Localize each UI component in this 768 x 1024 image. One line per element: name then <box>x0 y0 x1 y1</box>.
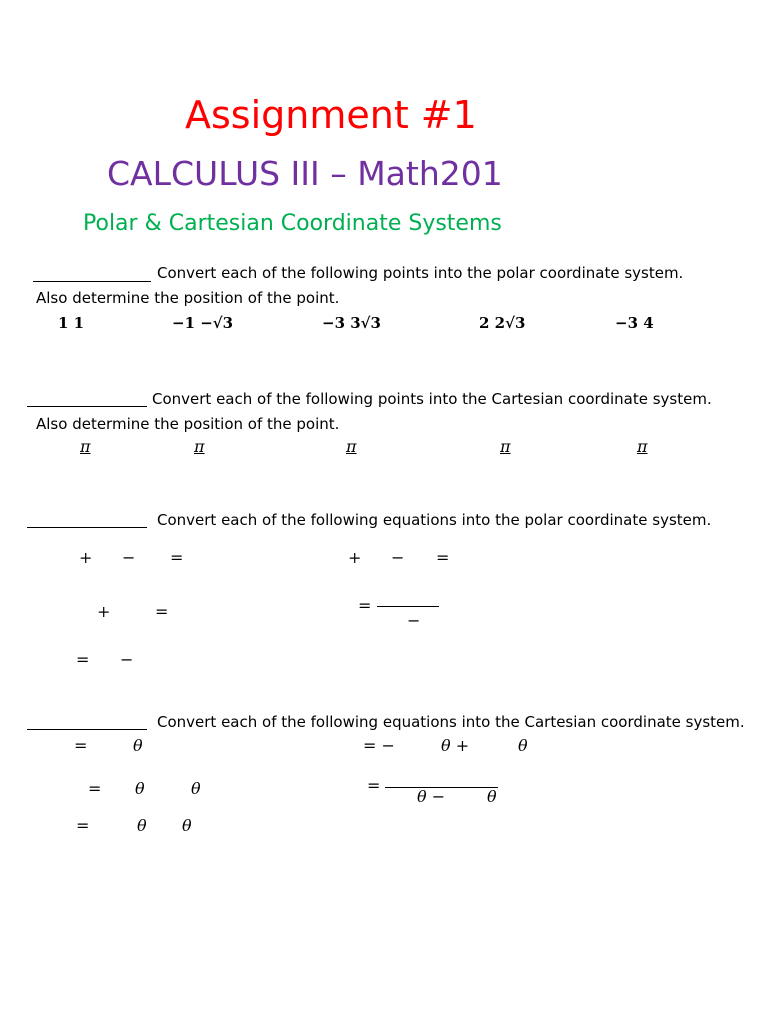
q3-eq-a-plus: + <box>79 548 93 567</box>
q3-eq-d-denominator: − <box>407 611 421 630</box>
q2-point-3: π <box>346 437 357 456</box>
q2-instruction: Convert each of the following points into the Cartesian coordinate system. <box>152 390 712 408</box>
q3-eq-b-equals: = <box>436 548 450 567</box>
q1-point-3: −3 3√3 <box>322 314 381 332</box>
course-title: CALCULUS III – Math201 <box>107 154 503 193</box>
q2-instruction-cont: Also determine the position of the point. <box>36 415 340 433</box>
q3-eq-e-minus: − <box>120 650 134 669</box>
q3-eq-a-equals: = <box>170 548 184 567</box>
q4-eq-b-equals-minus: = − <box>363 736 395 755</box>
q4-eq-c-theta-2: θ <box>191 779 201 798</box>
q1-answer-blank[interactable] <box>33 281 151 282</box>
q2-point-1: π <box>80 437 91 456</box>
q3-eq-a-minus: − <box>122 548 136 567</box>
q3-eq-e-equals: = <box>76 650 90 669</box>
q4-eq-e-theta-2: θ <box>182 816 192 835</box>
q4-answer-blank[interactable] <box>27 729 147 730</box>
q4-eq-d-equals: = <box>367 776 381 795</box>
q1-point-5: −3 4 <box>615 314 654 332</box>
q3-eq-d-equals: = <box>358 596 372 615</box>
q4-eq-c-equals: = <box>88 779 102 798</box>
q2-point-5: π <box>637 437 648 456</box>
topic-heading: Polar & Cartesian Coordinate Systems <box>83 211 502 236</box>
q4-eq-a-theta: θ <box>133 736 143 755</box>
q4-eq-c-theta-1: θ <box>135 779 145 798</box>
q3-eq-c-plus: + <box>97 602 111 621</box>
q1-point-4: 2 2√3 <box>479 314 526 332</box>
q4-eq-e-equals: = <box>76 816 90 835</box>
q2-answer-blank[interactable] <box>27 406 147 407</box>
q2-point-4: π <box>500 437 511 456</box>
q3-eq-b-minus: − <box>391 548 405 567</box>
q4-instruction: Convert each of the following equations into the Cartesian coordinate system. <box>157 713 745 731</box>
q3-answer-blank[interactable] <box>27 527 147 528</box>
q3-instruction: Convert each of the following equations into the polar coordinate system. <box>157 511 712 529</box>
q4-eq-b-theta-plus: θ + <box>441 736 470 755</box>
q1-instruction-cont: Also determine the position of the point. <box>36 289 340 307</box>
q3-eq-c-equals: = <box>155 602 169 621</box>
q1-instruction: Convert each of the following points into the polar coordinate system. <box>157 264 684 282</box>
q4-eq-e-theta-1: θ <box>137 816 147 835</box>
q2-point-2: π <box>194 437 205 456</box>
q3-eq-b-plus: + <box>348 548 362 567</box>
q4-eq-a-equals: = <box>74 736 88 755</box>
q3-eq-d-fraction-bar <box>377 606 439 607</box>
q1-point-1: 1 1 <box>58 314 85 332</box>
assignment-title: Assignment #1 <box>185 93 477 137</box>
q4-eq-d-den-theta-minus: θ − <box>417 787 446 806</box>
q4-eq-b-theta: θ <box>518 736 528 755</box>
q4-eq-d-den-theta: θ <box>487 787 497 806</box>
q1-point-2: −1 −√3 <box>172 314 234 332</box>
